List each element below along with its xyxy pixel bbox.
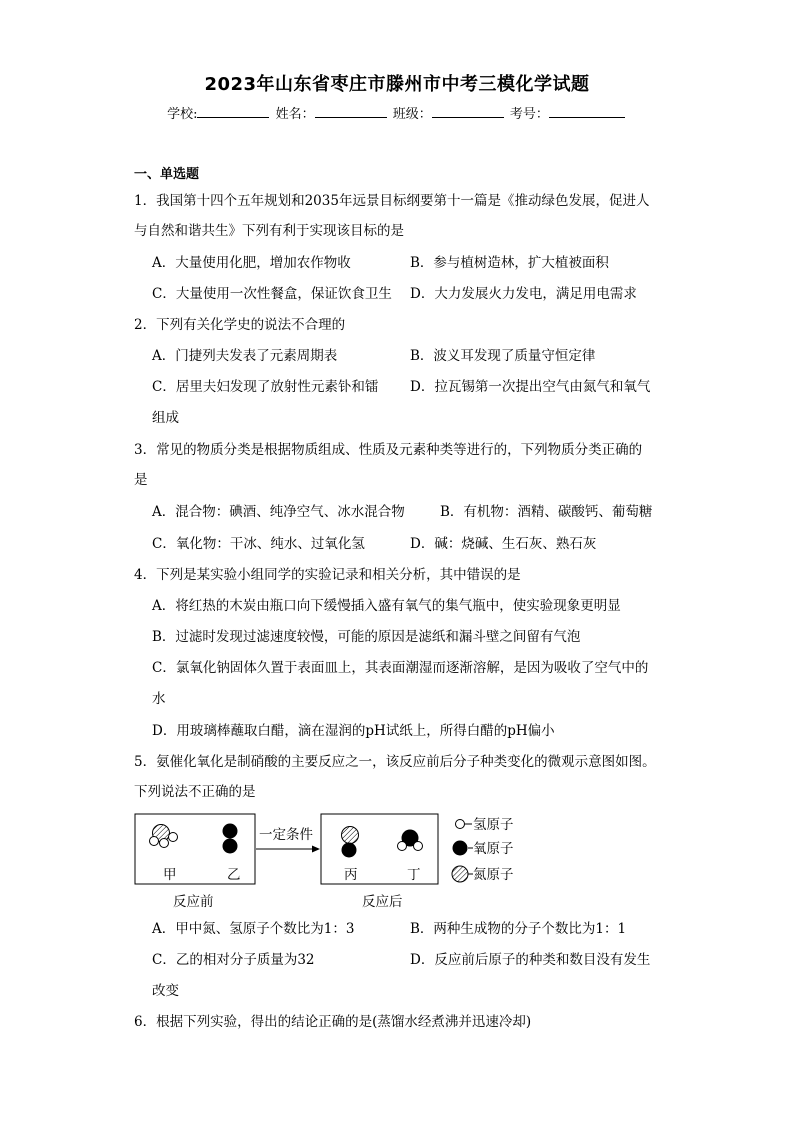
q5-option-b: B．两种生成物的分子个数比为1：1: [410, 921, 627, 937]
q3-option-a: A．混合物：碘酒、纯净空气、冰水混合物: [152, 504, 405, 520]
legend-hydrogen-label: 氢原子: [473, 817, 514, 833]
o2-molecule: [223, 824, 238, 854]
q3-stem-line2: 是: [134, 472, 148, 488]
q4-option-d: D．用玻璃棒蘸取白醋，滴在湿润的pH试纸上，所得白醋的pH偏小: [152, 723, 555, 739]
arrow-head: [312, 846, 320, 853]
q5-option-d: D．反应前后原子的种类和数目没有发生: [410, 952, 651, 968]
page-title: 2023年山东省枣庄市滕州市中考三模化学试题: [204, 74, 590, 95]
h2o-molecule: [398, 830, 423, 851]
nh3-molecule: [150, 825, 178, 848]
class-field[interactable]: [432, 105, 504, 118]
legend-nitrogen: [452, 866, 514, 883]
q3-option-b: B．有机物：酒精、碳酸钙、葡萄糖: [440, 504, 653, 520]
q1-option-a: A．大量使用化肥，增加农作物收: [152, 255, 351, 271]
label-yi: 乙: [227, 867, 241, 883]
q5-option-a: A．甲中氮、氢原子个数比为1：3: [152, 921, 355, 937]
name-label: 姓名：: [275, 107, 315, 122]
section-heading: 一、单选题: [134, 167, 200, 182]
legend-nitrogen-label: 氮原子: [473, 867, 514, 883]
school-field[interactable]: [197, 105, 269, 118]
label-jia: 甲: [163, 867, 177, 883]
q2-option-c: C．居里夫妇发现了放射性元素钋和镭: [152, 379, 379, 395]
q2-stem: 2．下列有关化学史的说法不合理的: [134, 317, 346, 333]
q1-option-d: D．大力发展火力发电，满足用电需求: [410, 286, 637, 302]
q6-stem: 6．根据下列实验，得出的结论正确的是(蒸馏水经煮沸并迅速冷却): [134, 1014, 532, 1030]
q4-option-a: A．将红热的木炭由瓶口向下缓慢插入盛有氧气的集气瓶中，使实验现象更明显: [152, 598, 621, 614]
q3-stem-line1: 3．常见的物质分类是根据物质组成、性质及元素种类等进行的，下列物质分类正确的: [134, 442, 643, 458]
caption-after: 反应后: [362, 894, 403, 910]
legend-oxygen-label: 氧原子: [473, 841, 514, 857]
q5-stem-line2: 下列说法不正确的是: [134, 784, 256, 800]
q5-stem-line1: 5．氨催化氧化是制硝酸的主要反应之一，该反应前后分子种类变化的微观示意图如图。: [134, 754, 656, 770]
q2-option-a: A．门捷列夫发表了元素周期表: [152, 348, 338, 364]
class-label: 班级：: [392, 107, 432, 122]
q4-option-b: B．过滤时发现过滤速度较慢，可能的原因是滤纸和漏斗壁之间留有气泡: [152, 629, 581, 645]
q1-option-c: C．大量使用一次性餐盒，保证饮食卫生: [152, 286, 392, 302]
q2-option-d-cont: 组成: [152, 410, 179, 426]
legend-hydrogen: [456, 817, 514, 833]
label-bing: 丙: [344, 867, 358, 883]
exam-number-field[interactable]: [549, 105, 625, 118]
reaction-condition: 一定条件: [259, 827, 313, 843]
label-ding: 丁: [407, 867, 421, 883]
q4-option-c: C．氯氧化钠固体久置于表面皿上，其表面潮湿而逐渐溶解，是因为吸收了空气中的: [152, 660, 649, 676]
q5-option-d-cont: 改变: [152, 983, 179, 999]
caption-before: 反应前: [173, 894, 214, 910]
q4-option-c-cont: 水: [152, 691, 166, 707]
q4-stem: 4．下列是某实验小组同学的实验记录和相关分析，其中错误的是: [134, 567, 521, 583]
q2-option-d: D．拉瓦锡第一次提出空气由氮气和氧气: [410, 379, 651, 395]
q3-option-d: D．碱：烧碱、生石灰、熟石灰: [410, 536, 597, 552]
student-info-line: [0, 103, 794, 122]
school-label: 学校:: [167, 107, 198, 122]
exam-number-label: 考号：: [509, 107, 549, 122]
q5-option-c: C．乙的相对分子质量为32: [152, 952, 315, 968]
q1-stem-line2: 与自然和谐共生》下列有利于实现该目标的是: [134, 223, 404, 239]
q1-stem-line1: 1．我国第十四个五年规划和2035年远景目标纲要第十一篇是《推动绿色发展，促进人: [134, 193, 650, 209]
name-field[interactable]: [315, 105, 387, 118]
legend-oxygen: [453, 841, 514, 858]
q2-option-b: B．波义耳发现了质量守恒定律: [410, 348, 596, 364]
reaction-diagram: [130, 808, 550, 914]
q3-option-c: C．氧化物：干冰、纯水、过氧化氢: [152, 536, 365, 552]
no-molecule: [342, 827, 359, 858]
q1-option-b: B．参与植树造林，扩大植被面积: [410, 255, 609, 271]
